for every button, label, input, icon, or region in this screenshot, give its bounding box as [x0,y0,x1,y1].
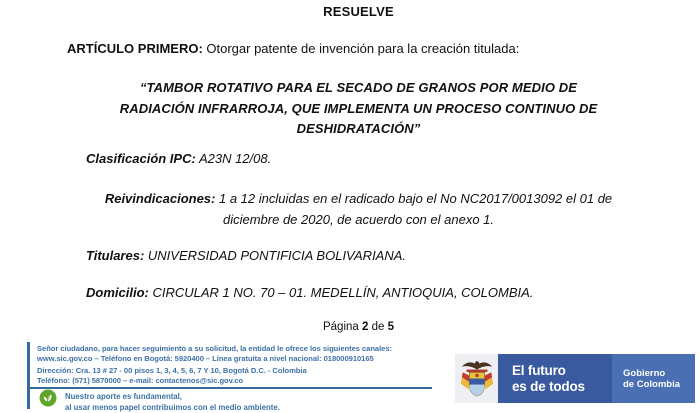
footer-contact-line: Teléfono: (571) 5870000 – e-mail: contactenos@sic.gov.co [37,376,457,386]
articulo-primero-text: Otorgar patente de invención para la creación titulada: [203,41,520,56]
eco-note [39,389,280,413]
banner-slogan-panel [498,354,612,403]
reivindicaciones-value: 1 a 12 incluidas en el radicado bajo el No NC2017/0013092 el 01 de [215,191,612,206]
eco-note-line: Nuestro aporte es fundamental, [65,392,280,403]
invention-title-line: RADIACIÓN INFRARROJA, QUE IMPLEMENTA UN PROCESO CONTINUO DE [67,99,650,120]
titulares-value: UNIVERSIDAD PONTIFICIA BOLIVARIANA. [144,248,406,263]
invention-title-line: DESHIDRATACIÓN” [67,119,650,140]
clasificacion-ipc-value: A23N 12/08. [196,151,271,166]
domicilio-line [67,285,650,300]
banner-slogan-line: El futuro [512,363,612,379]
reivindicaciones-paragraph [67,188,650,230]
invention-title-line: “TAMBOR ROTATIVO PARA EL SECADO DE GRANOS POR MEDIO DE [67,78,650,99]
page-of-word: de [372,321,385,333]
reivindicaciones-label: Reivindicaciones: [105,191,216,206]
banner-government-line: de Colombia [623,379,695,390]
footer-contact-line: Señor ciudadano, para hacer seguimiento a su solicitud, la entidad le ofrece los siguientes canales: [37,344,457,354]
page-current: 2 [362,321,368,333]
page-word: Página [323,321,359,333]
footer-contact-block [37,344,457,385]
clasificacion-ipc-label: Clasificación IPC: [86,151,196,166]
page-total: 5 [388,321,394,333]
titulares-line [67,248,650,263]
page-indicator [67,321,650,333]
articulo-primero-paragraph [67,41,650,56]
footer-contact-line: www.sic.gov.co – Teléfono en Bogotá: 5920400 – Línea gratuita a nivel nacional: 018000910165 [37,354,457,364]
reivindicaciones-line [67,188,650,209]
reivindicaciones-line: diciembre de 2020, de acuerdo con el anexo 1. [67,209,650,230]
banner-government-panel [612,354,695,403]
banner-government-line: Gobierno [623,368,695,379]
footer-contact-line: Dirección: Cra. 13 # 27 - 00 pisos 1, 3, 4, 5, 6, 7 Y 10, Bogotá D.C. - Colombia [37,366,457,376]
colombia-coat-of-arms-icon [459,357,495,401]
eco-note-line: al usar menos papel contribuimos con el medio ambiente. [65,403,280,413]
government-banner [455,354,695,403]
domicilio-label: Domicilio: [86,285,149,300]
resolution-heading: RESUELVE [67,4,650,19]
titulares-label: Titulares: [86,248,144,263]
domicilio-value: CIRCULAR 1 NO. 70 – 01. MEDELLÍN, ANTIOQUIA, COLOMBIA. [149,285,534,300]
eco-note-text [65,392,280,413]
coat-of-arms-panel [455,354,498,403]
footer-left-accent-bar [27,342,30,409]
clasificacion-ipc-line [67,151,650,166]
banner-slogan-line: es de todos [512,379,612,395]
invention-title [67,78,650,140]
eco-leaf-icon [39,389,57,407]
articulo-primero-label: ARTÍCULO PRIMERO: [67,41,203,56]
